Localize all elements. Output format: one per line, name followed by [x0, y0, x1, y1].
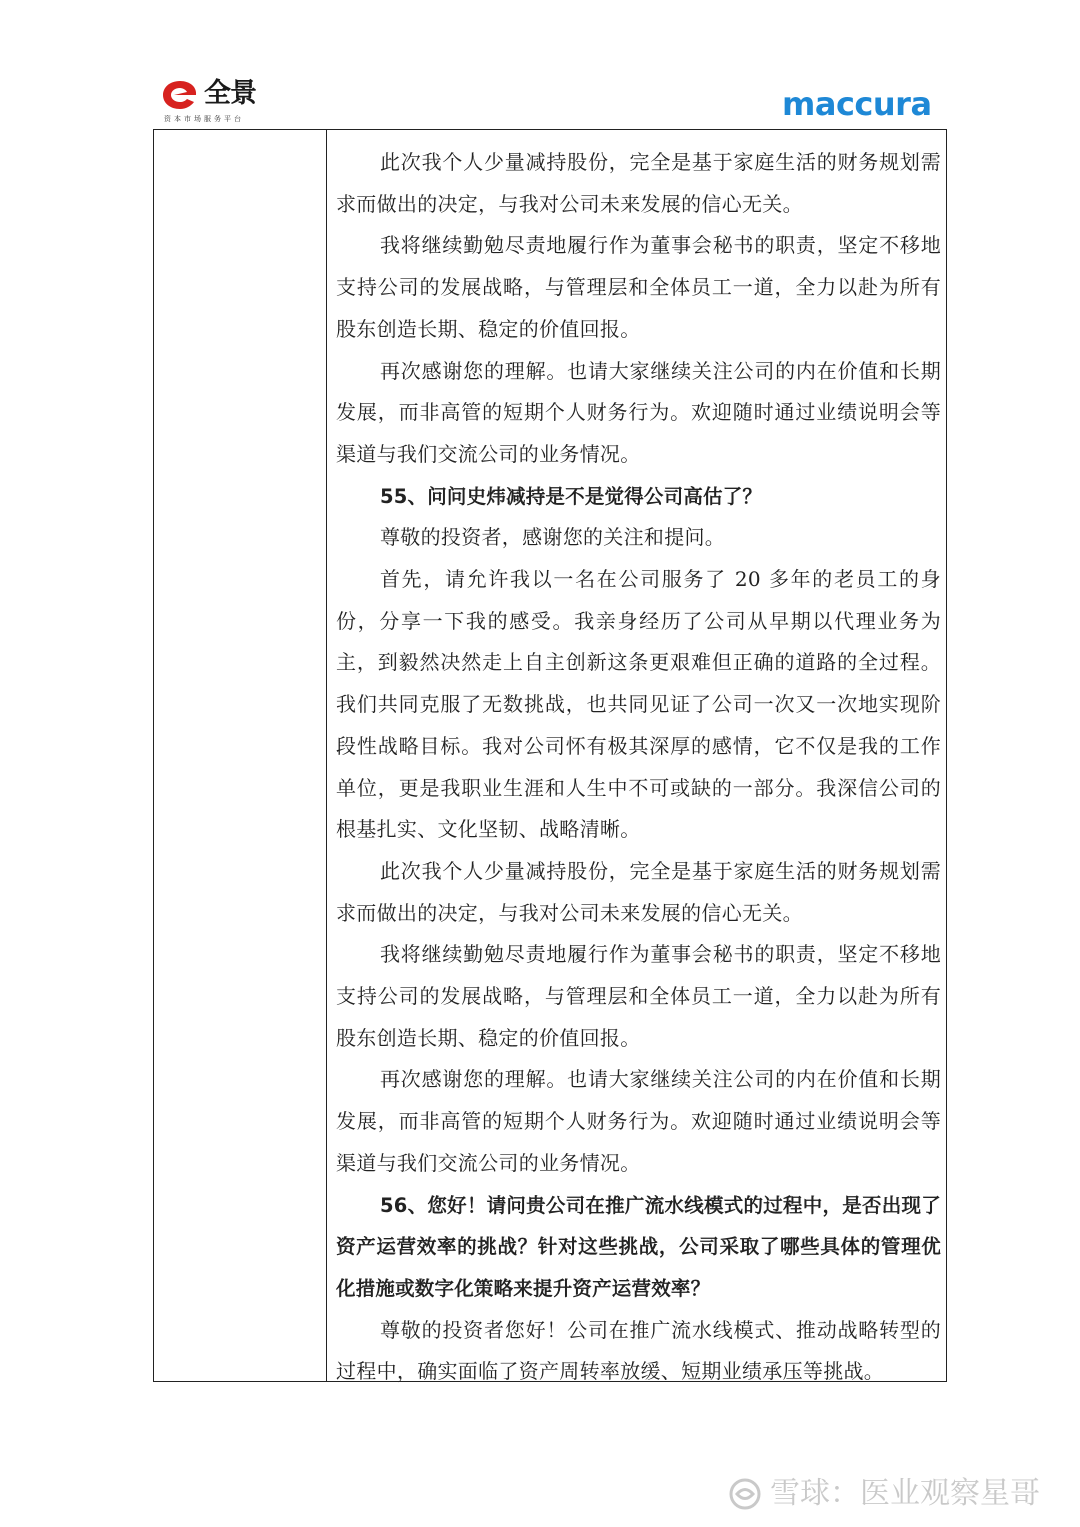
table-left-column — [154, 130, 327, 1381]
snowball-icon — [728, 1477, 762, 1511]
answer-paragraph: 尊敬的投资者您好！公司在推广流水线模式、推动战略转型的过程中，确实面临了资产周转率放缓、短期业绩承压等挑战。 — [336, 1317, 941, 1384]
xueqiu-watermark — [728, 1474, 1040, 1514]
answer-paragraph: 再次感谢您的理解。也请大家继续关注公司的内在价值和长期发展，而非高管的短期个人财务行为。欢迎随时通过业绩说明会等渠道与我们交流公司的业务情况。 — [336, 358, 941, 466]
table-content-cell — [336, 142, 941, 1393]
watermark-text: 雪球：医业观察星哥 — [770, 1476, 1040, 1511]
answer-paragraph: 我将继续勤勉尽责地履行作为董事会秘书的职责，坚定不移地支持公司的发展战略，与管理层和全体员工一道，全力以赴为所有股东创造长期、稳定的价值回报。 — [336, 233, 941, 341]
question-heading: 56、您好！请问贵公司在推广流水线模式的过程中，是否出现了资产运营效率的挑战？针对这些挑战，公司采取了哪些具体的管理优化措施或数字化策略来提升资产运营效率？ — [336, 1193, 941, 1300]
answer-paragraph: 尊敬的投资者，感谢您的关注和提问。 — [380, 525, 726, 550]
answer-paragraph: 此次我个人少量减持股份，完全是基于家庭生活的财务规划需求而做出的决定，与我对公司未来发展的信心无关。 — [336, 858, 941, 925]
maccura-logo: maccura — [782, 85, 932, 123]
answer-paragraph: 首先，请允许我以一名在公司服务了 20 多年的老员工的身份，分享一下我的感受。我亲身经历了公司从早期以代理业务为主，到毅然决然走上自主创新这条更艰难但正确的道路的全过程。我们共同克服了无数挑战，也共同见证了公司一次又一次地实现阶段性战略目标。我对公司怀有极其深厚的感情，它不仅是我的工作单位，更是我职业生涯和人生中不可或缺的一部分。我深信公司的根基扎实、文化坚韧、战略清晰。 — [336, 567, 941, 842]
quanjing-brand-text: 全景 — [204, 78, 256, 109]
quanjing-tagline: 资本市场服务平台 — [164, 115, 244, 123]
answer-paragraph: 我将继续勤勉尽责地履行作为董事会秘书的职责，坚定不移地支持公司的发展战略，与管理层和全体员工一道，全力以赴为所有股东创造长期、稳定的价值回报。 — [336, 942, 941, 1050]
question-heading: 55、问问史炜减持是不是觉得公司高估了？ — [380, 484, 763, 508]
answer-paragraph: 此次我个人少量减持股份，完全是基于家庭生活的财务规划需求而做出的决定，与我对公司未来发展的信心无关。 — [336, 150, 941, 216]
quanjing-logo-icon — [160, 78, 200, 112]
answer-paragraph: 再次感谢您的理解。也请大家继续关注公司的内在价值和长期发展，而非高管的短期个人财务行为。欢迎随时通过业绩说明会等渠道与我们交流公司的业务情况。 — [336, 1067, 941, 1175]
document-table — [153, 129, 947, 1382]
quanjing-logo — [160, 74, 270, 126]
